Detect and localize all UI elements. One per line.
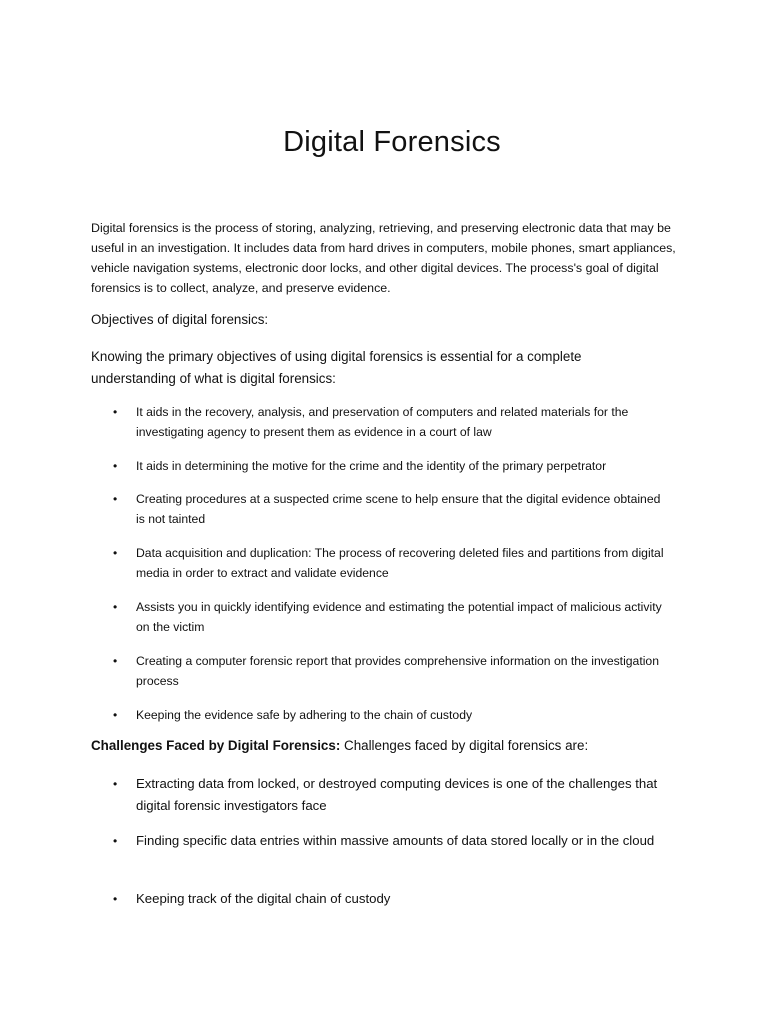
challenges-heading [91,738,588,753]
list-item-text: Extracting data from locked, or destroyed computing devices is one of the challenges that digital forensic investigators face [136,776,658,813]
list-item-text: Keeping track of the digital chain of custody [136,891,391,906]
intro-paragraph: Digital forensics is the process of storing, analyzing, retrieving, and preserving electronic data that may be useful in an investigation. It includes data from hard drives in computers, mobile phones, smart appliances, vehicle navigation systems, electronic door locks, and other digital devices. The process's goal of digital forensics is to collect, analyze, and preserve evidence. [91,221,676,295]
list-item [113,830,666,852]
challenges-heading-rest: Challenges faced by digital forensics are: [340,738,589,753]
objectives-lead-paragraph: Knowing the primary objectives of using digital forensics is essential for a complete understanding of what is digital forensics: [91,349,582,386]
list-item [113,543,666,583]
list-item-text: Creating a computer forensic report that provides comprehensive information on the investigation process [136,654,659,688]
list-item-text: Assists you in quickly identifying evidence and estimating the potential impact of malicious activity on the victim [136,600,662,634]
list-item [113,402,666,442]
bullet-icon: • [113,892,118,906]
objectives-heading: Objectives of digital forensics: [91,312,269,327]
bullet-icon: • [113,492,118,506]
list-item [113,651,666,691]
bullet-icon: • [113,777,118,791]
list-item [113,888,666,910]
list-item [113,773,666,817]
list-item-text: Finding specific data entries within massive amounts of data stored locally or in the cloud [136,833,655,848]
bullet-icon: • [113,600,118,614]
list-item [113,489,666,529]
list-item [113,705,666,725]
list-item-text: Creating procedures at a suspected crime scene to help ensure that the digital evidence obtained is not tainted [136,492,661,526]
bullet-icon: • [113,459,118,473]
list-item-text: Keeping the evidence safe by adhering to the chain of custody [136,708,473,722]
bullet-icon: • [113,834,118,848]
challenges-heading-bold: Challenges Faced by Digital Forensics: [91,738,341,753]
page-title: Digital Forensics [283,126,501,158]
list-item-text: Data acquisition and duplication: The process of recovering deleted files and partitions from digital media in order to extract and validate evidence [136,546,664,580]
bullet-icon: • [113,708,118,722]
list-item-text: It aids in the recovery, analysis, and preservation of computers and related materials for the investigating agency to present them as evidence in a court of law [136,405,629,439]
bullet-icon: • [113,546,118,560]
list-item [113,456,666,476]
bullet-icon: • [113,405,118,419]
list-item-text: It aids in determining the motive for the crime and the identity of the primary perpetrator [136,459,607,473]
list-item [113,597,666,637]
bullet-icon: • [113,654,118,668]
